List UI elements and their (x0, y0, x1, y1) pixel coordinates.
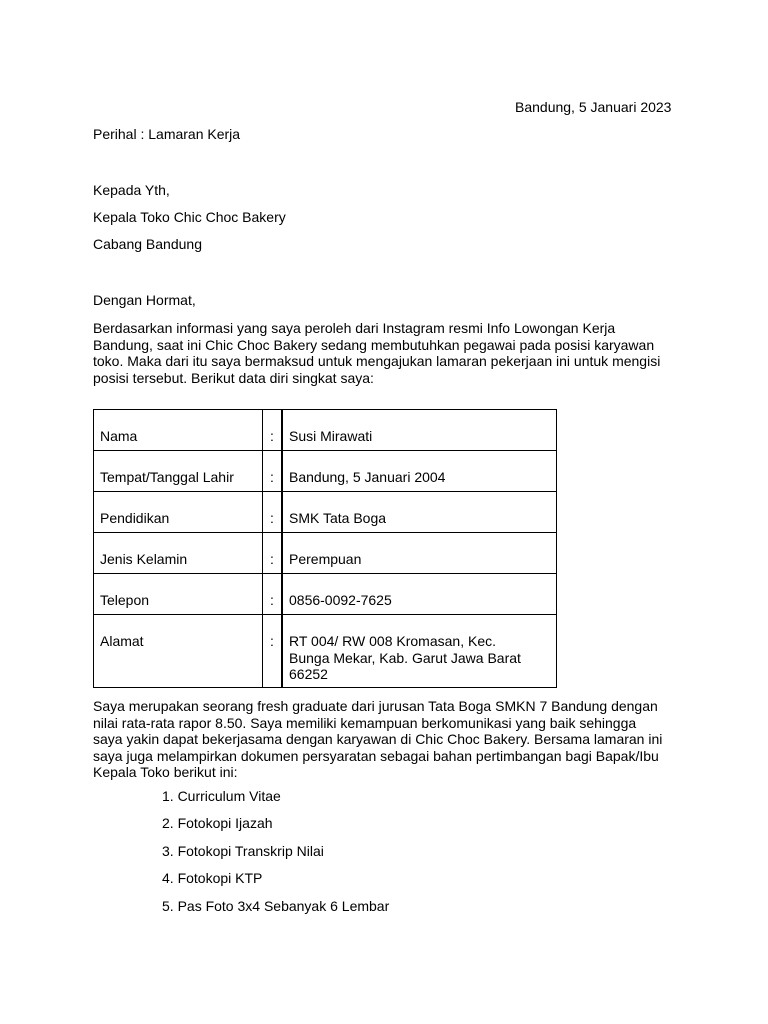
recipient-title: Kepala Toko Chic Choc Bakery (93, 209, 286, 225)
body-line: nilai rata-rata rapor 8.50. Saya memiliki kemampuan berkomunikasi yang baik sehingga (93, 714, 637, 731)
table-row (94, 615, 557, 688)
biodata-value: Susi Mirawati (282, 410, 557, 451)
list-item: 2. Fotokopi Ijazah (162, 815, 273, 831)
table-row (94, 410, 557, 451)
address-line: Bunga Mekar, Kab. Garut Jawa Barat (289, 649, 521, 666)
list-item: 5. Pas Foto 3x4 Sebanyak 6 Lembar (162, 898, 390, 914)
subject-line: Perihal : Lamaran Kerja (93, 126, 241, 142)
body-line: saya yakin dapat bekerjasama dengan karyawan di Chic Choc Bakery. Bersama lamaran ini (93, 731, 663, 747)
list-item: 3. Fotokopi Transkrip Nilai (162, 843, 324, 859)
address-line: RT 004/ RW 008 Kromasan, Kec. (289, 633, 496, 649)
table-row (94, 492, 557, 533)
list-item: 1. Curriculum Vitae (162, 788, 281, 804)
intro-line: Berdasarkan informasi yang saya peroleh dari Instagram resmi Info Lowongan Kerja (93, 320, 616, 336)
table-row (94, 451, 557, 492)
body-line: Saya merupakan seorang fresh graduate dari jurusan Tata Boga SMKN 7 Bandung dengan (93, 698, 658, 714)
biodata-label: Alamat (94, 615, 263, 688)
body-line: Kepala Toko berikut ini: (93, 764, 238, 780)
address-line: 66252 (289, 666, 328, 682)
biodata-separator: : (263, 410, 283, 451)
biodata-label: Jenis Kelamin (94, 533, 263, 574)
biodata-separator: : (263, 615, 283, 688)
body-paragraph (93, 698, 673, 781)
biodata-value: Perempuan (282, 533, 557, 574)
biodata-separator: : (263, 533, 283, 574)
intro-line: posisi tersebut. Berikut data diri singkat saya: (93, 369, 374, 386)
biodata-table (93, 409, 557, 688)
list-item: 4. Fotokopi KTP (162, 870, 263, 886)
biodata-separator: : (263, 574, 283, 615)
biodata-separator: : (263, 451, 283, 492)
biodata-value: 0856-0092-7625 (282, 574, 557, 615)
intro-line: Bandung, saat ini Chic Choc Bakery sedang membutuhkan pegawai pada posisi karyawan (93, 336, 655, 353)
table-row (94, 533, 557, 574)
biodata-value: Bandung, 5 Januari 2004 (282, 451, 557, 492)
biodata-separator: : (263, 492, 283, 533)
biodata-label: Telepon (94, 574, 263, 615)
biodata-label: Nama (94, 410, 263, 451)
table-row (94, 574, 557, 615)
greeting: Dengan Hormat, (93, 292, 196, 308)
intro-line: toko. Maka dari itu saya bermaksud untuk mengajukan lamaran pekerjaan ini untuk mengisi (93, 353, 661, 369)
date-line: Bandung, 5 Januari 2023 (515, 99, 672, 115)
recipient-branch: Cabang Bandung (93, 236, 202, 252)
intro-paragraph (93, 320, 673, 386)
biodata-address (282, 615, 557, 688)
biodata-label: Tempat/Tanggal Lahir (94, 451, 263, 492)
body-line: saya juga melampirkan dokumen persyaratan sebagai bahan pertimbangan bagi Bapak/Ibu (93, 747, 659, 764)
biodata-label: Pendidikan (94, 492, 263, 533)
recipient-salutation: Kepada Yth, (93, 182, 170, 198)
biodata-value: SMK Tata Boga (282, 492, 557, 533)
